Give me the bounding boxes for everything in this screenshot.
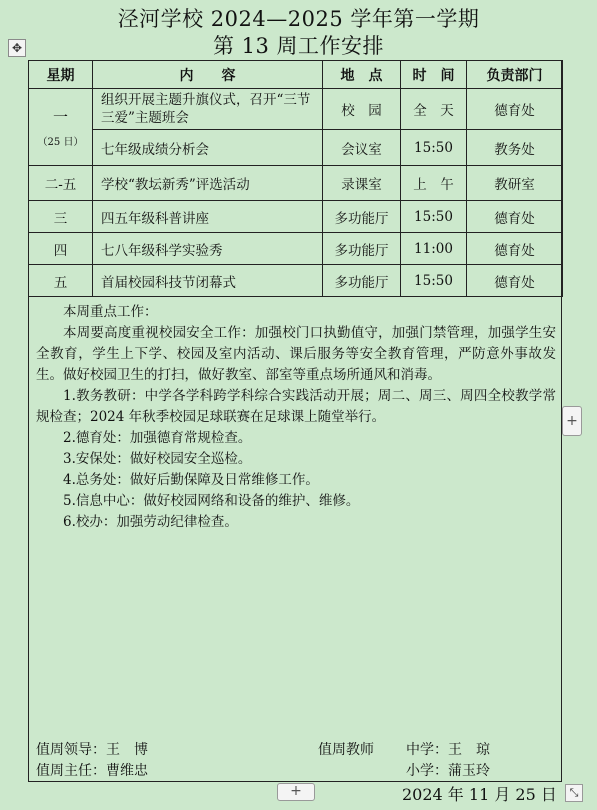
header-place: 地 点 [323, 61, 401, 89]
place-cell: 录课室 [323, 166, 401, 201]
table-row [29, 201, 563, 233]
dept-cell: 德育处 [467, 201, 563, 233]
document-title: 泾河学校 2024—2025 学年第一学期 [117, 7, 480, 31]
weekday-cell: 三 [29, 201, 93, 233]
place-cell: 校 园 [323, 89, 401, 130]
duty-leader: 值周领导：王 博 [36, 742, 148, 758]
dept-cell: 德育处 [467, 265, 563, 297]
weekday-date: （25 日） [37, 137, 84, 148]
duty-teacher-middle: 中学：王 琼 [406, 742, 490, 758]
notes-paragraph: 6.校办：加强劳动纪律检查。 [63, 514, 238, 530]
document-date: 2024 年 11 月 25 日 [402, 785, 557, 804]
weekday-cell: 二-五 [29, 166, 93, 201]
plus-icon[interactable]: + [277, 783, 315, 801]
schedule-table [28, 60, 563, 297]
dept-cell: 德育处 [467, 89, 563, 130]
content-cell: 首届校园科技节闭幕式 [93, 265, 323, 297]
weekday-cell [29, 89, 93, 166]
header-time: 时 间 [401, 61, 467, 89]
place-cell: 多功能厅 [323, 233, 401, 265]
resize-icon[interactable]: ⤡ [565, 784, 583, 802]
weekday-cell: 五 [29, 265, 93, 297]
content-cell: 四五年级科普讲座 [93, 201, 323, 233]
duty-director: 值周主任：曹维忠 [36, 763, 148, 779]
place-cell: 会议室 [323, 130, 401, 166]
weekday-cell: 四 [29, 233, 93, 265]
duty-teacher-label: 值周教师 [318, 742, 374, 758]
content-cell: 七八年级科学实验秀 [93, 233, 323, 265]
notes-paragraph: 5.信息中心：做好校园网络和设备的维护、维修。 [63, 493, 360, 509]
dept-cell: 教务处 [467, 130, 563, 166]
table-row [29, 233, 563, 265]
table-row [29, 89, 563, 130]
table-row [29, 265, 563, 297]
notes-heading: 本周重点工作： [63, 304, 158, 320]
weekday-main: 一 [52, 108, 68, 126]
time-cell: 全 天 [401, 89, 467, 130]
header-dept: 负责部门 [467, 61, 563, 89]
notes-paragraph: 4.总务处：做好后勤保障及日常维修工作。 [63, 472, 319, 488]
content-cell: 学校“教坛新秀”评选活动 [93, 166, 323, 201]
document-subtitle: 第 13 周工作安排 [212, 34, 385, 58]
time-cell: 15:50 [401, 265, 467, 297]
header-weekday: 星期 [29, 61, 93, 89]
duty-teacher-primary: 小学：蒲玉玲 [406, 763, 490, 779]
place-cell: 多功能厅 [323, 201, 401, 233]
plus-icon[interactable]: + [562, 406, 582, 436]
table-row [29, 166, 563, 201]
content-cell: 组织开展主题升旗仪式，召开“三节三爱”主题班会 [93, 89, 323, 130]
time-cell: 上 午 [401, 166, 467, 201]
weekly-notes [36, 302, 556, 533]
time-cell: 11:00 [401, 233, 467, 265]
notes-paragraph: 2.德育处：加强德育常规检查。 [63, 430, 252, 446]
table-header-row [29, 61, 563, 89]
notes-paragraph: 1.教务教研：中学各学科跨学科综合实践活动开展；周二、周三、周四全校教学常规检查；2024 年秋季校园足球联赛在足球课上随堂举行。 [36, 388, 556, 425]
time-cell: 15:50 [401, 130, 467, 166]
table-row [29, 130, 563, 166]
notes-paragraph: 本周要高度重视校园安全工作：加强校门口执勤值守，加强门禁管理，加强学生安全教育，学生上下学、校园及室内活动、课后服务等安全教育管理，严防意外事故发生。做好校园卫生的打扫，做好教室、部室等重点场所通风和消毒。 [36, 325, 556, 383]
header-content: 内 容 [93, 61, 323, 89]
dept-cell: 德育处 [467, 233, 563, 265]
place-cell: 多功能厅 [323, 265, 401, 297]
move-icon[interactable]: ✥ [8, 39, 26, 57]
notes-paragraph: 3.安保处：做好校园安全巡检。 [63, 451, 252, 467]
time-cell: 15:50 [401, 201, 467, 233]
dept-cell: 教研室 [467, 166, 563, 201]
content-cell: 七年级成绩分析会 [93, 130, 323, 166]
